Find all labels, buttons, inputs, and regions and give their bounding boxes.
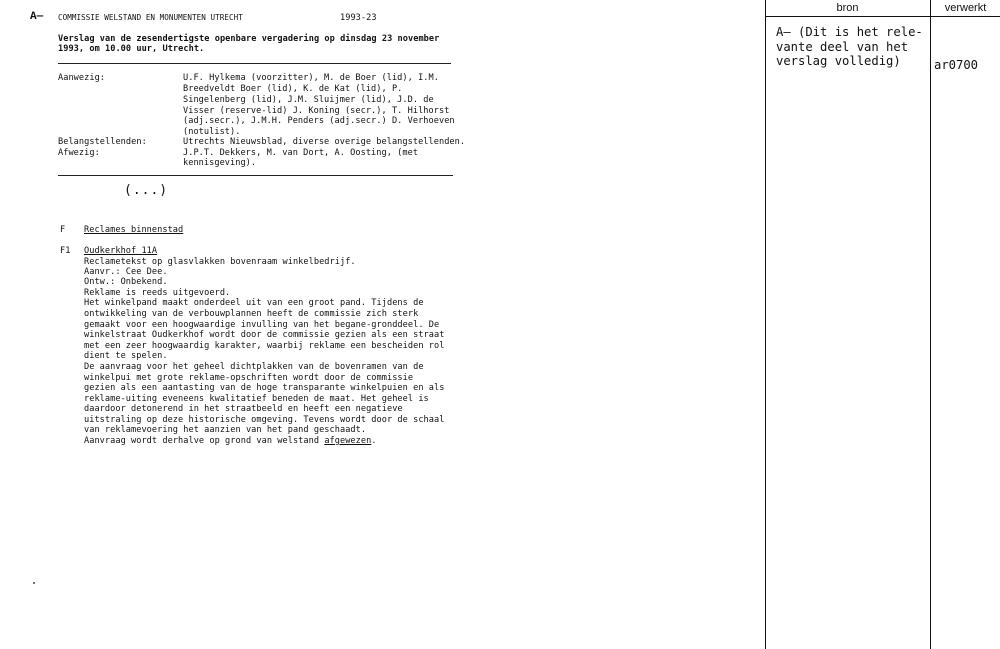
item-line: De aanvraag voor het geheel dichtplakken van de bovenramen van de <box>84 362 424 372</box>
divider-top <box>58 63 451 64</box>
item-line: van reklamevoering het aanzien van het pand geschaadt. <box>84 425 367 435</box>
scan-speck <box>33 582 35 584</box>
item-line: daardoor detonerend in het straatbeeld en heeft een negatieve <box>84 404 403 414</box>
section-marker: A— <box>30 11 44 23</box>
source-note <box>776 25 923 69</box>
present-line: Visser (reserve-lid) J. Koning (secr.), T. Hilhorst <box>183 106 450 116</box>
item-line: reklame-uiting eveneens kwalitatief beneden de maat. Het geheel is <box>84 394 429 404</box>
item-line: gemaakt voor een hoogwaardige invulling van het begane-gronddeel. De <box>84 320 440 330</box>
stakeholders-label: Belangstellenden: <box>58 137 147 147</box>
item-line: winkelstraat Oudkerkhof wordt door de commissie gezien als een straat <box>84 330 445 340</box>
item-line: Reklame is reeds uitgevoerd. <box>84 288 231 298</box>
item-line: winkelpui met grote reklame-opschriften wordt door de commissie <box>84 373 414 383</box>
source-note-line: vante deel van het <box>776 39 909 54</box>
item-line: dient te spelen. <box>84 351 168 361</box>
item-title: Oudkerkhof 11A <box>84 246 158 256</box>
absent-label: Afwezig: <box>58 148 100 158</box>
present-line: Singelenberg (lid), J.M. Sluijmer (lid), J.D. de <box>183 95 434 105</box>
section-code: F <box>60 225 66 235</box>
decision-word: afgewezen <box>324 436 372 446</box>
table-header-rule <box>765 16 1000 17</box>
present-line: (notulist). <box>183 127 241 137</box>
item-line: gezien als een aantasting van de hoge transparante winkelpuien en als <box>84 383 445 393</box>
present-line: Breedveldt Boer (lid), K. de Kat (lid), P. <box>183 84 403 94</box>
section-title: Reclames binnenstad <box>84 225 184 235</box>
column-header-bron: bron <box>836 2 859 14</box>
item-line: Aanvr.: Cee Dee. <box>84 267 168 277</box>
present-line: U.F. Hylkema (voorzitter), M. de Boer (lid), I.M. <box>183 73 439 83</box>
org-header: COMMISSIE WELSTAND EN MONUMENTEN UTRECHT <box>58 13 243 22</box>
source-note-line: verslag volledig) <box>776 54 901 68</box>
stakeholders-value: Utrechts Nieuwsblad, diverse overige belangstellenden. <box>183 137 466 147</box>
item-line: uitstraling op deze historische omgeving. Tevens wordt door de schaal <box>84 415 445 425</box>
decision-line <box>84 436 377 446</box>
item-code: F1 <box>60 246 71 256</box>
absent-line: kennisgeving). <box>183 158 257 168</box>
item-line: Ontw.: Onbekend. <box>84 277 168 287</box>
divider-bottom <box>58 175 453 176</box>
item-line: met een zeer hoogwaardig karakter, waarbij reklame een bescheiden rol <box>84 341 445 351</box>
absent-line: J.P.T. Dekkers, M. van Dort, A. Oosting, (met <box>183 148 419 158</box>
decision-prefix: Aanvraag wordt derhalve op grond van welstand <box>84 436 325 446</box>
table-border-left <box>765 0 766 649</box>
omission-ellipsis: (...) <box>124 183 169 198</box>
column-header-verwerkt: verwerkt <box>944 2 987 14</box>
document-code: 1993-23 <box>340 13 377 23</box>
source-note-line: A— (Dit is het rele- <box>776 25 923 39</box>
present-label: Aanwezig: <box>58 73 106 83</box>
present-line: (adj.secr.), J.M.H. Penders (adj.secr.) D. Verhoeven <box>183 116 455 126</box>
table-column-divider <box>930 0 931 649</box>
processed-code: ar0700 <box>934 58 979 72</box>
item-line: ontwikkeling van de verbouwplannen heeft de commissie zich sterk <box>84 309 419 319</box>
item-line: Reclametekst op glasvlakken bovenraam winkelbedrijf. <box>84 257 356 267</box>
title-line-2: 1993, om 10.00 uur, Utrecht. <box>58 44 205 54</box>
title-line-1: Verslag van de zesendertigste openbare vergadering op dinsdag 23 november <box>58 34 440 44</box>
item-line: Het winkelpand maakt onderdeel uit van een groot pand. Tijdens de <box>84 298 424 308</box>
decision-suffix: . <box>371 436 377 446</box>
